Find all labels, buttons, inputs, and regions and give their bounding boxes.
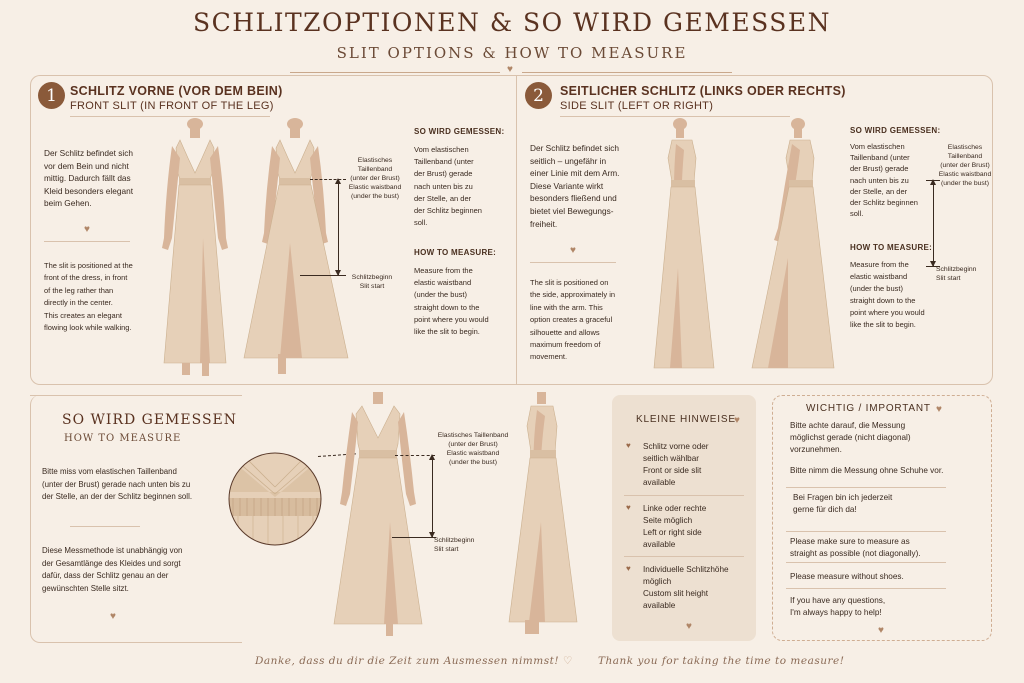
dress-figure	[752, 118, 834, 368]
side-slit-title-rule	[560, 116, 790, 117]
divider	[786, 588, 946, 589]
front-slit-desc-de: Der Schlitz befindet sich vor dem Bein und nicht mittig. Dadurch fällt das Kleid besonders elegant beim Gehen.	[44, 148, 134, 209]
measurement-arrow	[933, 180, 934, 266]
heart-bullet-icon: ♥	[626, 441, 631, 450]
heart-icon: ♥	[686, 621, 692, 632]
divider	[786, 562, 946, 563]
tip-item-1: Schlitz vorne oder seitlich wählbar Front or side slit available	[643, 442, 709, 487]
dress-figure	[509, 392, 577, 634]
side-measure-heading-en: HOW TO MEASURE:	[850, 243, 933, 252]
page-subtitle: SLIT OPTIONS & HOW TO MEASURE	[336, 44, 688, 62]
heart-icon: ♥	[110, 611, 116, 622]
dress-figure	[244, 118, 348, 374]
tips-title: KLEINE HINWEISE	[636, 414, 736, 425]
side-slit-subtitle: SIDE SLIT (LEFT OR RIGHT)	[560, 100, 714, 112]
side-measure-text-en: Measure from the elastic waistband (under the bust) straight down to the point where you would like the slit to begin.	[850, 260, 925, 329]
divider	[624, 556, 744, 557]
divider	[786, 531, 946, 532]
divider	[30, 395, 242, 396]
front-slit-dress-figure-1	[150, 118, 240, 383]
divider	[44, 241, 130, 242]
heart-bullet-icon: ♥	[626, 503, 631, 512]
page-title: SCHLITZOPTIONEN & SO WIRD GEMESSEN	[192, 8, 832, 37]
important-en-2: Please measure without shoes.	[790, 572, 904, 581]
important-de-1: Bitte achte darauf, die Messung möglichst gerade (nicht diagonal) vorzunehmen.	[790, 421, 911, 454]
measurement-arrow	[338, 179, 339, 275]
divider	[70, 526, 140, 527]
side-slit-desc-de: Der Schlitz befindet sich seitlich – ungefähr in einer Linie mit dem Arm. Diese Variante wirkt besonders fließend und bietet viel Bewegungs- freiheit.	[530, 143, 620, 229]
dress-figure	[162, 118, 228, 376]
title-divider-right	[522, 72, 732, 73]
slit-start-label: Schlitzbeginn Slit start	[351, 274, 393, 290]
front-measure-heading-en: HOW TO MEASURE:	[414, 248, 497, 257]
side-slit-title: SEITLICHER SCHLITZ (LINKS ODER RECHTS)	[560, 84, 846, 98]
waistband-zoom-illustration	[228, 452, 328, 552]
footer-thanks-en: Thank you for taking the time to measure!	[598, 655, 845, 667]
heart-icon: ♥	[507, 64, 513, 75]
step-badge-1: 1	[38, 82, 65, 109]
heart-icon: ♥	[84, 224, 90, 235]
divider	[530, 262, 616, 263]
waistband-label: Elastisches Taillenband (unter der Brust) Elastic waistband (under the bust)	[348, 157, 402, 200]
divider	[786, 487, 946, 488]
how-to-dress-figure-side	[505, 392, 585, 642]
important-de-3: Bei Fragen bin ich jederzeit gerne für dich da!	[793, 493, 893, 514]
tip-item-2: Linke oder rechte Seite möglich Left or right side available	[643, 504, 707, 549]
footer-thanks-de: Danke, dass du dir die Zeit zum Ausmessen nimmst! ♡	[255, 655, 573, 667]
how-to-waistband-label-de: Elastisches Taillenband (unter der Brust) Elastic waistband (under the bust)	[437, 432, 509, 466]
side-slit-start-label: Schlitzbeginn Slit start	[936, 266, 977, 282]
slit-start-marker-line	[300, 275, 346, 276]
dress-figure	[334, 392, 422, 636]
front-measure-text-en: Measure from the elastic waistband (under the bust) straight down to the point where you would like the slit to begin.	[414, 266, 489, 337]
how-to-para-1: Bitte miss vom elastischen Taillenband (unter der Brust) gerade nach unten bis zu der Stelle, an der der Schlitz beginnen soll.	[42, 467, 193, 502]
heart-icon: ♥	[734, 415, 740, 426]
front-slit-dress-figure-2	[240, 118, 350, 383]
heart-icon: ♥	[570, 245, 576, 256]
slit-start-marker-line	[392, 537, 436, 538]
side-waistband-label: Elastisches Taillenband (unter der Brust) Elastic waistband (under the bust)	[938, 144, 992, 187]
important-en-3: If you have any questions, I'm always happy to help!	[790, 596, 886, 617]
side-slit-desc-en: The slit is positioned on the side, approximately in line with the arm. This option creates a graceful silhouette and allows maximum freedom of movement.	[530, 278, 616, 362]
how-to-title-en: HOW TO MEASURE	[64, 433, 182, 444]
step-badge-2: 2	[525, 82, 552, 109]
title-divider-left	[290, 72, 500, 73]
how-to-para-2: Diese Messmethode ist unabhängig von der Gesamtlänge des Kleides und sorgt dafür, dass der Schlitz genau an der gewünschten Stelle sitzt.	[42, 546, 183, 593]
front-measure-text-de: Vom elastischen Taillenband (unter der Brust) gerade nach unten bis zu der Stelle, an der der Schlitz beginnen soll.	[414, 145, 482, 228]
front-slit-title-rule	[70, 116, 270, 117]
side-measure-text-de: Vom elastischen Taillenband (unter der Brust) gerade nach unten bis zu der Stelle, an der der Schlitz beginnen soll.	[850, 142, 918, 219]
front-slit-desc-en: The slit is positioned at the front of the dress, in front of the leg rather than directly in the center. This creates an elegant flowing look while walking.	[44, 261, 133, 333]
how-to-dress-figure-front	[328, 392, 428, 642]
divider	[624, 495, 744, 496]
front-slit-title: SCHLITZ VORNE (VOR DEM BEIN)	[70, 84, 283, 98]
heart-bullet-icon: ♥	[626, 564, 631, 573]
measurement-arrow	[432, 455, 433, 537]
heart-icon: ♥	[878, 625, 884, 636]
important-de-2: Bitte nimm die Messung ohne Schuhe vor.	[790, 466, 944, 475]
side-slit-dress-figure-2	[748, 118, 838, 378]
tip-item-3: Individuelle Schlitzhöhe möglich Custom slit height available	[643, 565, 729, 610]
front-slit-subtitle: FRONT SLIT (IN FRONT OF THE LEG)	[70, 100, 274, 112]
heart-icon: ♥	[936, 404, 942, 415]
how-to-slit-start-label: Schlitzbeginn Slit start	[434, 537, 475, 553]
dress-figure	[654, 118, 714, 368]
important-en-1: Please make sure to measure as straight as possible (not diagonally).	[790, 537, 921, 558]
side-slit-dress-figure-1	[648, 118, 718, 378]
front-measure-heading-de: SO WIRD GEMESSEN:	[414, 127, 505, 136]
important-title: WICHTIG / IMPORTANT	[806, 403, 931, 414]
how-to-title-de: SO WIRD GEMESSEN	[62, 412, 238, 428]
side-measure-heading-de: SO WIRD GEMESSEN:	[850, 126, 941, 135]
